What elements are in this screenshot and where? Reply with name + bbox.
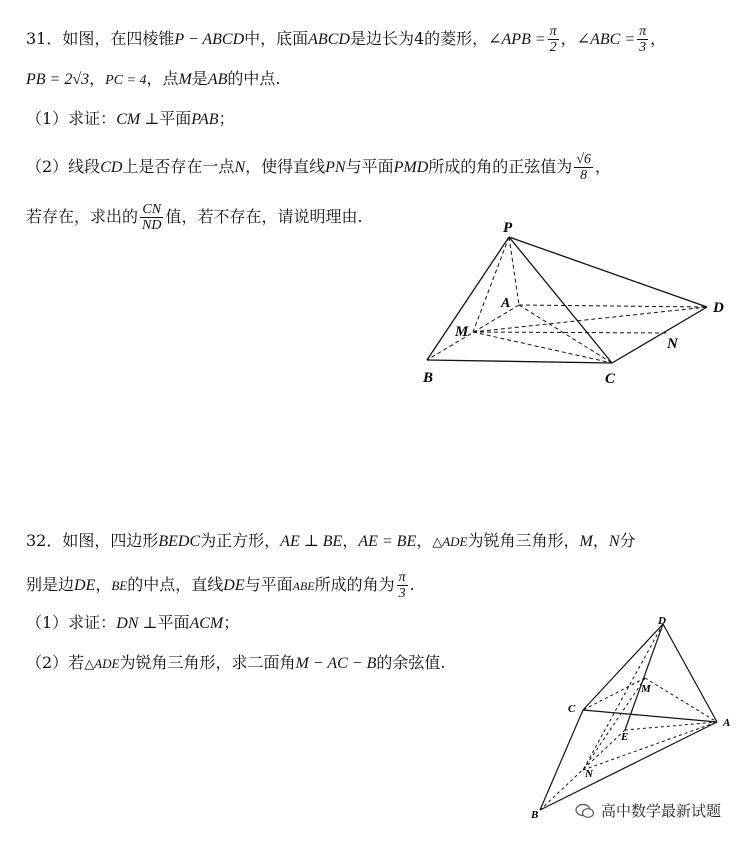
label-P: P [503, 220, 513, 236]
q32-angle-fraction: $\frac{\pi}{3}$ [398, 570, 406, 601]
q32-part1: （1）求证：DN ⊥平面ACM； [26, 613, 240, 632]
label-D: D [658, 615, 666, 627]
label-B: B [531, 809, 539, 821]
label-N: N [667, 336, 678, 352]
ratio-fraction: $\frac{CN}{ND}$ [142, 202, 162, 233]
label-C: C [605, 371, 616, 387]
label-A: A [723, 717, 731, 729]
label-N: N [585, 768, 593, 780]
q31-line2: PB = 2√3，PC = 4，点M是AB的中点. [26, 69, 281, 88]
angle1-fraction: $\frac{\pi}{2}$ [549, 24, 557, 55]
q31-line1: 31．如图，在四棱锥P − ABCD中，底面ABCD是边长为4的菱形，∠APB = $\frac{\pi}{2}$ ，∠ABC = $\frac{\pi}{3}$ ， [26, 24, 667, 55]
label-E: E [621, 731, 629, 743]
q31-part2: （2）线段CD上是否存在一点N，使得直线PN与平面PMD所成的角的正弦值为 $\frac{√6}{8}$ ， [26, 152, 611, 183]
q31-part1: （1）求证：CM ⊥平面PAB； [26, 109, 235, 128]
q32-line1: 32．如图，四边形BEDC为正方形，AE ⊥ BE，AE = BE，△ADE为锐角三角形，M，N分 [26, 531, 636, 550]
q31-pyramid-figure [415, 215, 735, 390]
label-D: D [713, 300, 724, 316]
q32-part2: （2）若△ADE为锐角三角形，求二面角M − AC − B的余弦值. [26, 653, 446, 672]
watermark-text: 高中数学最新试题 [600, 802, 721, 820]
label-M: M [455, 324, 469, 340]
label-C: C [568, 703, 576, 715]
q31-part3: 若存在，求出的 $\frac{CN}{ND}$ 值，若不存在，请说明理由. [26, 202, 363, 233]
label-B: B [423, 370, 434, 386]
watermark [575, 800, 721, 821]
q32-figure [525, 612, 740, 822]
sine-fraction: $\frac{√6}{8}$ [576, 152, 591, 183]
q32-line2: 别是边DE，BE的中点，直线DE与平面ABE所成的角为 $\frac{\pi}{3}$ . [26, 570, 415, 601]
wechat-icon [575, 803, 595, 819]
label-A: A [501, 296, 511, 311]
angle2-fraction: $\frac{\pi}{3}$ [639, 24, 647, 55]
label-M: M [641, 683, 651, 695]
